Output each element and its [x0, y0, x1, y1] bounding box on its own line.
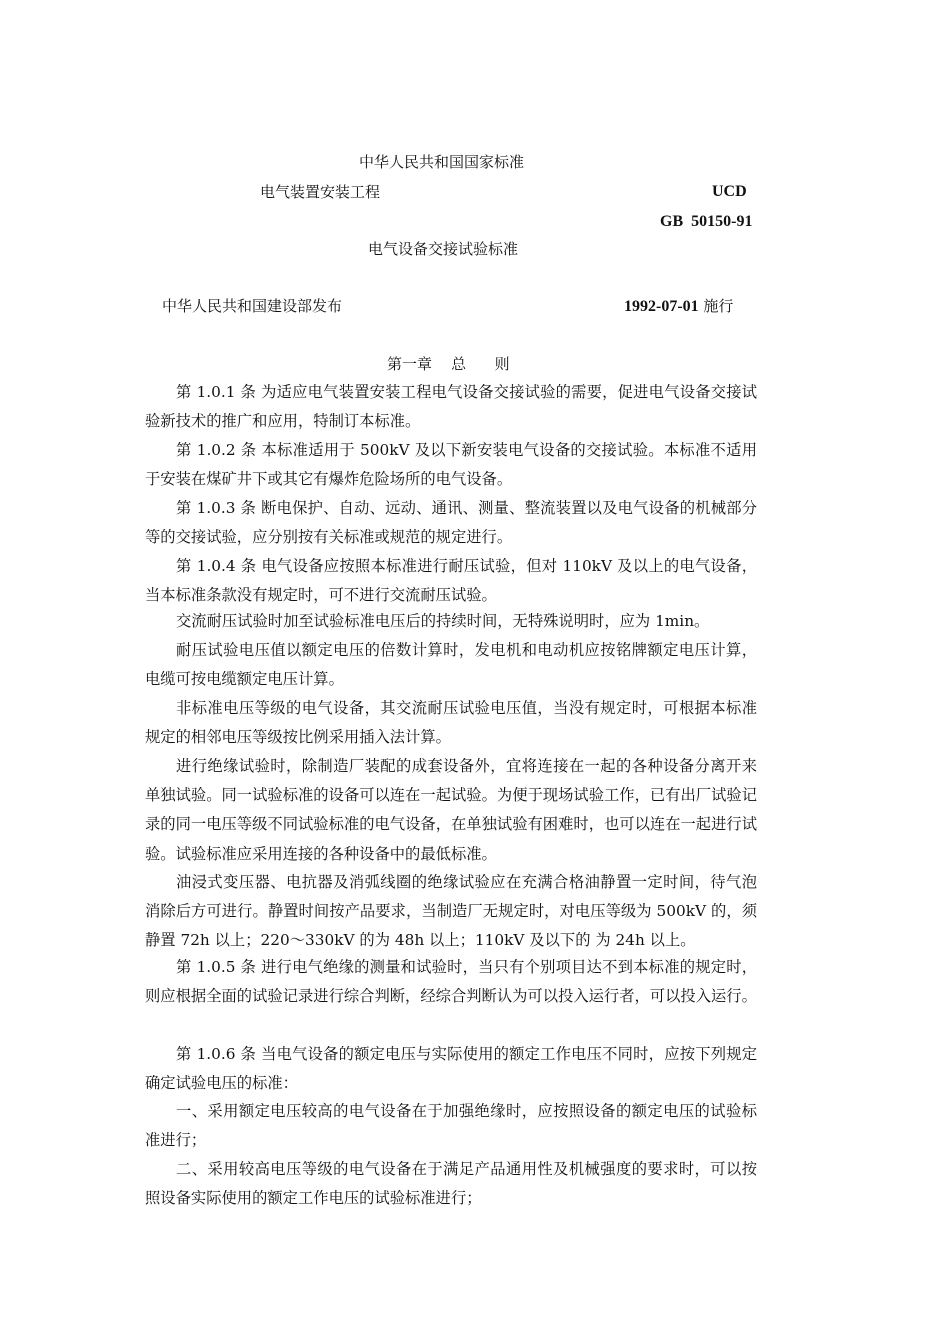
effective-date: [624, 296, 733, 317]
paragraph-oil-immersed: 油浸式变压器、电抗器及消弧线圈的绝缘试验应在充满合格油静置一定时间，待气泡消除后方可进行。静置时间按产品要求，当制造厂无规定时，对电压等级为 500kV 的，须静置 72h 以上；220～330kV 的为 48h 以上；110kV 及以下的 为 24h 以上。: [145, 873, 757, 950]
document-title: 电气设备交接试验标准: [368, 240, 519, 258]
subject-label: 电气装置安装工程: [260, 183, 381, 201]
paragraph-1-0-1: 第 1.0.1 条 为适应电气装置安装工程电气设备交接试验的需要，促进电气设备交接试验新技术的推广和应用，特制订本标准。: [145, 383, 757, 431]
paragraph-1-0-4: 第 1.0.4 条 电气设备应按照本标准进行耐压试验，但对 110kV 及以上的电气设备，当本标准条款没有规定时，可不进行交流耐压试验。: [145, 557, 757, 605]
paragraph-1-0-5: 第 1.0.5 条 进行电气绝缘的测量和试验时，当只有个别项目达不到本标准的规定时，则应根据全面的试验记录进行综合判断，经综合判断认为可以投入运行者，可以投入运行。: [145, 958, 757, 1006]
paragraph-1-0-3: 第 1.0.3 条 断电保护、自动、远动、通讯、测量、整流装置以及电气设备的机械部分等的交接试验，应分别按有关标准或规范的规定进行。: [145, 499, 757, 547]
list-item-2: 二、采用较高电压等级的电气设备在于满足产品通用性及机械强度的要求时，可以按照设备实际使用的额定工作电压的试验标准进行；: [145, 1160, 757, 1208]
list-item-1: 一、采用额定电压较高的电气设备在于加强绝缘时，应按照设备的额定电压的试验标准进行；: [145, 1102, 757, 1150]
effective-date-suffix: 施行: [698, 297, 734, 315]
chapter-heading: 第一章 总 则: [387, 355, 510, 373]
national-standard-label: 中华人民共和国国家标准: [359, 153, 525, 171]
standard-code: GB 50150-91: [660, 213, 753, 230]
paragraph-withstand-duration: 交流耐压试验时加至试验标准电压后的持续时间，无特殊说明时，应为 1min。: [176, 612, 710, 630]
paragraph-nonstandard-voltage: 非标准电压等级的电气设备，其交流耐压试验电压值，当没有规定时，可根据本标准规定的相邻电压等级按比例采用插入法计算。: [145, 699, 757, 747]
paragraph-withstand-multiple: 耐压试验电压值以额定电压的倍数计算时，发电机和电动机应按铭牌额定电压计算，电缆可按电缆额定电压计算。: [145, 641, 757, 689]
effective-date-value: 1992-07-01: [624, 298, 699, 315]
paragraph-insulation-test: 进行绝缘试验时，除制造厂装配的成套设备外，宜将连接在一起的各种设备分离开来单独试验。同一试验标准的设备可以连在一起试验。为便于现场试验工作，已有出厂试验记录的同一电压等级不同试验标准的电气设备，在单独试验有困难时，也可以连在一起进行试验。试验标准应采用连接的各种设备中的最低标准。: [145, 757, 757, 863]
publisher-label: 中华人民共和国建设部发布: [162, 297, 343, 315]
paragraph-1-0-6: 第 1.0.6 条 当电气设备的额定电压与实际使用的额定工作电压不同时，应按下列规定确定试验电压的标准：: [145, 1045, 757, 1093]
ucd-label: UCD: [712, 183, 747, 200]
paragraph-1-0-2: 第 1.0.2 条 本标准适用于 500kV 及以下新安装电气设备的交接试验。本标准不适用于安装在煤矿井下或其它有爆炸危险场所的电气设备。: [145, 441, 757, 489]
